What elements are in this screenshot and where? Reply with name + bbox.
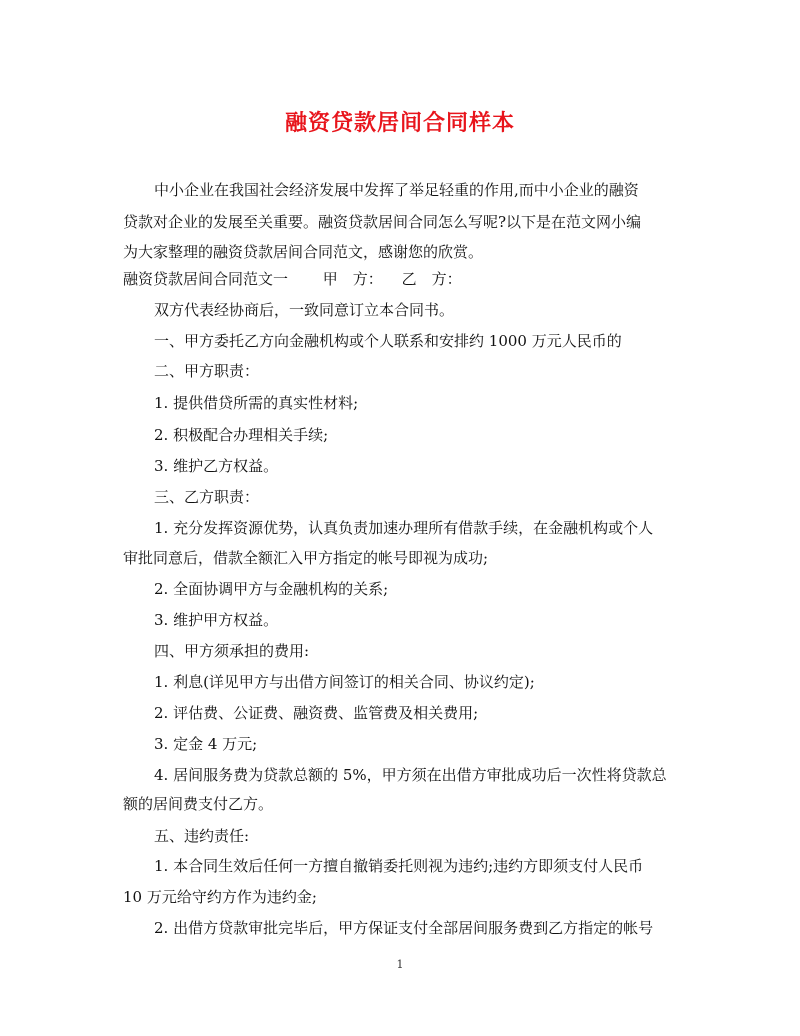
section-4-item-3: 3. 定金 4 万元; — [154, 735, 258, 753]
clause-1: 一、甲方委托乙方向金融机构或个人联系和安排约 1000 万元人民币的 — [154, 332, 622, 350]
section-4-item-2: 2. 评估费、公证费、融资费、监管费及相关费用; — [154, 704, 479, 722]
section-3-heading: 三、乙方职责： — [154, 488, 260, 506]
intro-line-1: 中小企业在我国社会经济发展中发挥了举足轻重的作用,而中小企业的融资 — [154, 181, 639, 199]
section-4-item-1: 1. 利息(详见甲方与出借方间签订的相关合同、协议约定); — [154, 673, 535, 691]
party-b-label: 乙 方： — [401, 270, 462, 288]
section-3-item-1-line-1: 1. 充分发挥资源优势，认真负责加速办理所有借款手续，在金融机构或个人 — [154, 519, 654, 537]
agreement-line: 双方代表经协商后，一致同意订立本合同书。 — [154, 301, 455, 319]
document-title: 融资贷款居间合同样本 — [284, 110, 515, 136]
section-5-item-2: 2. 出借方贷款审批完毕后，甲方保证支付全部居间服务费到乙方指定的帐号 — [154, 919, 654, 937]
party-a-label: 甲 方： — [322, 270, 383, 288]
sample-heading: 融资贷款居间合同范文一 — [123, 270, 289, 288]
section-4-item-4-line-2: 额的居间费支付乙方。 — [123, 795, 274, 813]
section-2-heading: 二、甲方职责： — [154, 362, 260, 380]
section-3-item-3: 3. 维护甲方权益。 — [154, 611, 279, 629]
sample-heading-line — [123, 269, 683, 289]
intro-line-3: 为大家整理的融资贷款居间合同范文，感谢您的欣赏。 — [123, 243, 484, 261]
section-2-item-1: 1. 提供借贷所需的真实性材料; — [154, 394, 359, 412]
page-number: 1 — [396, 958, 404, 971]
section-2-item-3: 3. 维护乙方权益。 — [154, 457, 279, 475]
section-5-heading: 五、违约责任: — [154, 827, 250, 845]
section-5-item-1-line-1: 1. 本合同生效后任何一方擅自撤销委托则视为违约;违约方即须支付人民币 — [154, 857, 644, 875]
section-4-heading: 四、甲方须承担的费用: — [154, 642, 310, 660]
section-4-item-4-line-1: 4. 居间服务费为贷款总额的 5%，甲方须在出借方审批成功后一次性将贷款总 — [154, 766, 667, 784]
intro-line-2: 贷款对企业的发展至关重要。融资贷款居间合同怎么写呢?以下是在范文网小编 — [123, 213, 642, 231]
section-3-item-1-line-2: 审批同意后，借款全额汇入甲方指定的帐号即视为成功; — [123, 549, 489, 567]
section-2-item-2: 2. 积极配合办理相关手续; — [154, 426, 329, 444]
section-3-item-2: 2. 全面协调甲方与金融机构的关系; — [154, 580, 389, 598]
section-5-item-1-line-2: 10 万元给守约方作为违约金; — [123, 888, 317, 906]
